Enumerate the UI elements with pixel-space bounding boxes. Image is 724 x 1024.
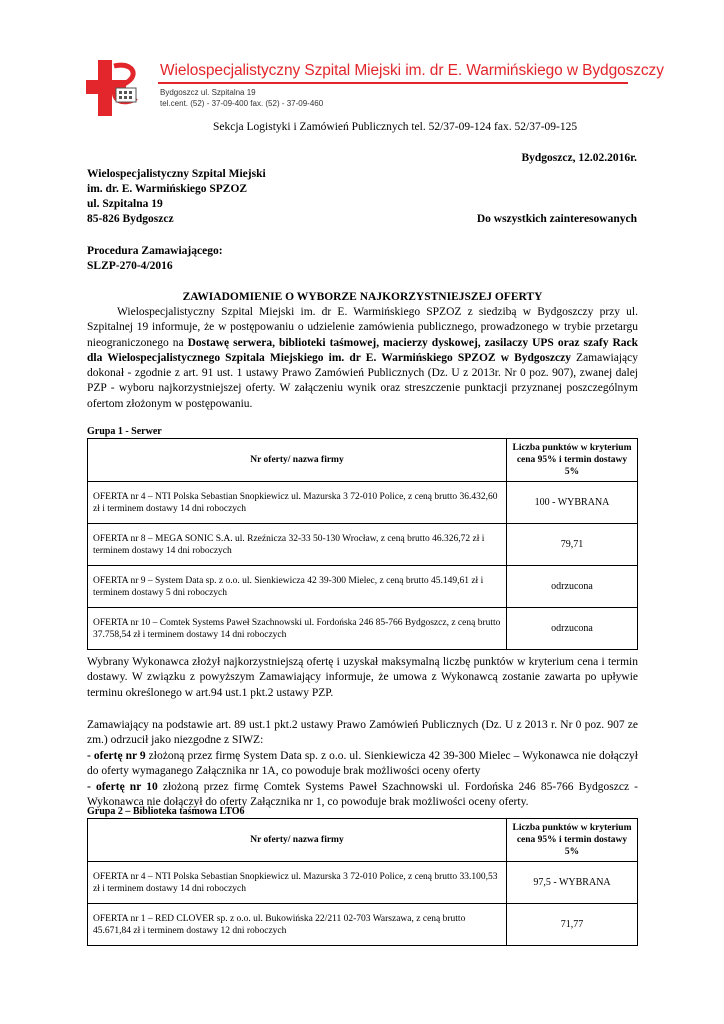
intro-text-2: Zamawiający dokonał - zgodnie z art. 91 ust. 1 ustawy Prawo Zamówień Publicznych (Dz. U z 2013r. Nr 0 poz. 907), zwanej dalej PZP - wyboru najkorzystniejszej oferty. W załączeniu wynik oraz streszczenie punktacji przyznanej poszczególnym ofertom złożonym w postępowaniu. [87, 351, 638, 410]
sender-line-3: ul. Szpitalna 19 [87, 198, 163, 210]
procedure-number: SLZP-270-4/2016 [87, 260, 173, 272]
sender-line-2: im. dr. E. Warmińskiego SPZOZ [87, 183, 248, 195]
table-row [88, 482, 638, 524]
rejection-10-text: złożoną przez firmę Comtek Systems Paweł Szachnowski ul. Fordońska 246 85-766 Bydgoszcz - Wykonawca nie dołączył do oferty Załącznika nr 1, co powoduje brak możliwości oceny oferty. [87, 781, 639, 809]
table-header-row [88, 819, 638, 862]
group2-table [87, 818, 638, 946]
intro-subject: Dostawę serwera, biblioteki taśmowej, macierzy dyskowej, zasilaczy UPS oraz szafy Rack dla Wielospecjalistycznego Szpitala Miejskiego im. dr E. Warmińskiego SPZOZ w Bydgoszczy [87, 336, 638, 364]
rejection-9-label: - ofertę nr 9 [87, 750, 146, 762]
group2-label: Grupa 2 – Biblioteka taśmowa LTO6 [87, 806, 245, 817]
group1-table [87, 438, 638, 650]
score-cell: 97,5 - WYBRANA [507, 862, 638, 904]
table-header-row [88, 439, 638, 482]
group1-label: Grupa 1 - Serwer [87, 426, 162, 437]
score-cell: odrzucona [507, 608, 638, 650]
offer-cell: OFERTA nr 9 – System Data sp. z o.o. ul. Sienkiewicza 42 39-300 Mielec, z ceną brutto 45.149,61 zł i terminem dostawy 5 dni roboczych [88, 566, 507, 608]
sender-line-1: Wielospecjalistyczny Szpital Miejski [87, 168, 266, 180]
procedure-label: Procedura Zamawiającego: [87, 245, 223, 257]
sender-line-4: 85-826 Bydgoszcz [87, 213, 174, 225]
table-row [88, 566, 638, 608]
table-row [88, 608, 638, 650]
table-row [88, 862, 638, 904]
group2-col-offer: Nr oferty/ nazwa firmy [88, 819, 507, 862]
rejection-9-text: złożoną przez firmę System Data sp. z o.o. ul. Sienkiewicza 42 39-300 Mielec – Wykonawca nie dołączył do oferty wymaganego Załącznika nr 1A, co powoduje brak możliwości oceny oferty [87, 750, 639, 778]
group1-col-score: Liczba punktów w kryterium cena 95% i termin dostawy 5% [507, 439, 638, 482]
header-phone: tel.cent. (52) - 37-09-400 fax. (52) - 37-09-460 [160, 99, 324, 108]
hospital-logo [86, 58, 150, 120]
rejection-10-label: - ofertę nr 10 [87, 781, 158, 793]
offer-cell: OFERTA nr 1 – RED CLOVER sp. z o.o. ul. Bukowińska 22/211 02-703 Warszawa, z ceną brutto 45.671,84 zł i terminem dostawy 12 dni roboczych [88, 904, 507, 946]
document-title: ZAWIADOMIENIE O WYBORZE NAJKORZYSTNIEJSZEJ OFERTY [182, 291, 543, 303]
section-contact-line: Sekcja Logistyki i Zamówień Publicznych tel. 52/37-09-124 fax. 52/37-09-125 [213, 121, 578, 133]
offer-cell: OFERTA nr 4 – NTI Polska Sebastian Snopkiewicz ul. Mazurska 3 72-010 Police, z ceną brutto 36.432,60 zł i terminem dostawy 14 dni roboczych [88, 482, 507, 524]
document-date: Bydgoszcz, 12.02.2016r. [521, 152, 637, 164]
score-cell: 79,71 [507, 524, 638, 566]
intro-paragraph [87, 305, 638, 412]
hospital-name: Wielospecjalistyczny Szpital Miejski im. dr E. Warmińskiego w Bydgoszczy [160, 62, 664, 79]
score-cell: 100 - WYBRANA [507, 482, 638, 524]
offer-cell: OFERTA nr 10 – Comtek Systems Paweł Szachnowski ul. Fordońska 246 85-766 Bydgoszcz, z ceną brutto 37.758,54 zł i terminem dostawy 14 dni roboczych [88, 608, 507, 650]
score-cell: odrzucona [507, 566, 638, 608]
offer-cell: OFERTA nr 8 – MEGA SONIC S.A. ul. Rzeźnicza 32-33 50-130 Wrocław, z ceną brutto 46.326,72 zł i terminem dostawy 14 dni roboczych [88, 524, 507, 566]
recipient: Do wszystkich zainteresowanych [476, 213, 637, 225]
rejection-offer-9 [87, 749, 638, 780]
intro-text-1: Wielospecjalistyczny Szpital Miejski im. dr E. Warmińskiego SPZOZ z siedzibą w Bydgoszczy przy ul. Szpitalnej 19 informuje, że w postępowaniu o udzielenie zamówienia publicznego, prowadzonego w trybie przetargu nieograniczonego na [87, 306, 638, 349]
rejection-intro: Zamawiający na podstawie art. 89 ust.1 pkt.2 ustawy Prawo Zamówień Publicznych (Dz. U z 2013 r. Nr 0 poz. 907 ze zm.) odrzucił jako niezgodne z SIWZ: [87, 719, 638, 747]
table-row [88, 524, 638, 566]
header-divider [158, 82, 628, 84]
header-address: Bydgoszcz ul. Szpitalna 19 [160, 88, 256, 97]
score-cell: 71,77 [507, 904, 638, 946]
offer-cell: OFERTA nr 4 – NTI Polska Sebastian Snopkiewicz ul. Mazurska 3 72-010 Police, z ceną brutto 33.100,53 zł i terminem dostawy 14 dni roboczych [88, 862, 507, 904]
group2-col-score: Liczba punktów w kryterium cena 95% i termin dostawy 5% [507, 819, 638, 862]
result-paragraph: Wybrany Wykonawca złożył najkorzystniejszą ofertę i uzyskał maksymalną liczbę punktów w kryterium cena i termin dostawy. W związku z powyższym Zamawiający informuje, że umowa z Wykonawcą zostanie zawarta po upływie terminu określonego w art.94 ust.1 pkt.2 ustawy PZP. [87, 656, 638, 699]
group1-col-offer: Nr oferty/ nazwa firmy [88, 439, 507, 482]
table-row [88, 904, 638, 946]
